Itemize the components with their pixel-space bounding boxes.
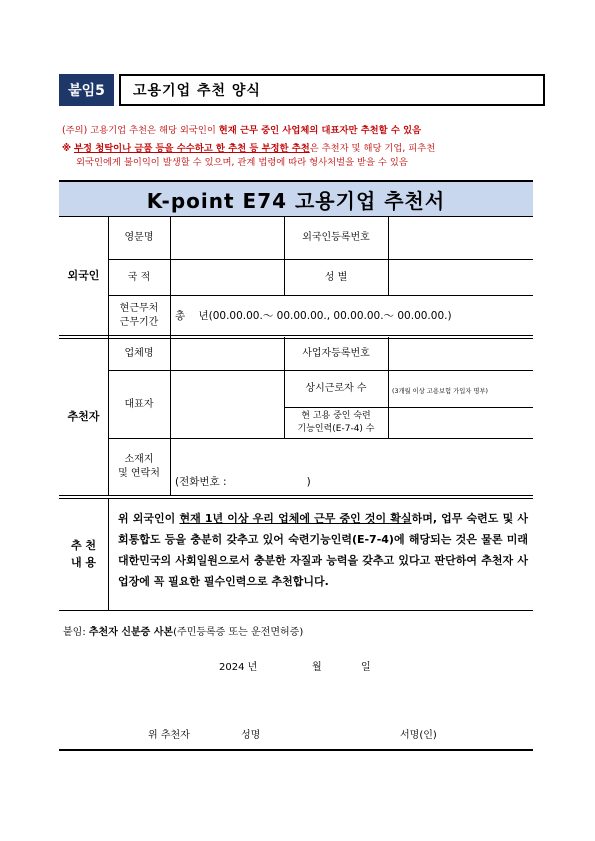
work-period-label: 현근무처 근무기간 bbox=[119, 302, 159, 328]
form-title: K-point E74 고용기업 추천서 bbox=[59, 182, 533, 216]
notice-warning: 부정 청탁이나 금품 등을 수수하고 한 추천 등 부정한 추천 bbox=[74, 143, 310, 154]
skilled-workers-label: 현 고용 중인 숙련 기능인력(E-7-4) 수 bbox=[297, 411, 375, 434]
regular-workers-label: 상시근로자 수 bbox=[305, 383, 367, 394]
recommendation-text-2: 하며, 업무 숙련도 및 사회통합도 등을 충분히 갖추고 있어 숙련기능인력(E-7-4)에 해당되는 것은 물론 미래 대한민국의 사회일원으로서 충분한 자질과 능력을 갖추고 있다고 판단하여 추천자 사업장에 꼭 필요한 필수인력으로 추천합니다. bbox=[118, 512, 528, 588]
attachment-item: 추천자 신분증 사본 bbox=[88, 627, 174, 638]
company-name-field[interactable] bbox=[170, 338, 284, 370]
attachment-header bbox=[59, 74, 533, 106]
recommendation-text-1: 위 외국인이 bbox=[118, 512, 176, 525]
regular-workers-note: (3개월 이상 고용보험 가입자 명부) bbox=[392, 388, 489, 395]
attachment-line bbox=[63, 623, 303, 638]
signature-recommender: 위 추천자 bbox=[148, 730, 190, 741]
notice-line-3: 외국인에게 불이익이 발생할 수 있으며, 관계 법령에 따라 형사처벌을 받을 수 있음 bbox=[76, 157, 408, 168]
recommendation-form bbox=[59, 180, 533, 751]
registration-no-field[interactable] bbox=[388, 217, 533, 259]
date-year: 2024 년 bbox=[219, 662, 258, 673]
notice-emphasis: 현재 근무 중인 사업체의 대표자만 추천할 수 있음 bbox=[218, 125, 422, 136]
notice-text: 고용기업 추천은 해당 외국인이 bbox=[90, 125, 216, 136]
registration-no-label: 외국인등록번호 bbox=[302, 232, 370, 243]
nationality-field[interactable] bbox=[170, 260, 284, 295]
attachment-prefix: 붙임: bbox=[63, 627, 86, 638]
gender-field[interactable] bbox=[388, 260, 533, 295]
nationality-label: 국 적 bbox=[127, 271, 151, 283]
business-no-field[interactable] bbox=[388, 338, 533, 370]
phone-field[interactable]: (전화번호 : ) bbox=[175, 476, 311, 488]
signature-seal-label[interactable]: 서명(인) bbox=[400, 730, 437, 741]
foreigner-section-label: 외국인 bbox=[67, 269, 100, 282]
english-name-label: 영문명 bbox=[124, 232, 154, 243]
notice-line-2 bbox=[62, 142, 435, 156]
recommender-section-label: 추천자 bbox=[67, 409, 100, 423]
address-label: 소재지 및 연락처 bbox=[118, 454, 160, 479]
signature-name-label: 성명 bbox=[241, 730, 261, 741]
date-month: 월 bbox=[312, 662, 322, 673]
representative-label: 대표자 bbox=[124, 398, 154, 410]
recommendation-label: 추 천 내 용 bbox=[70, 539, 97, 569]
form-heading: 고용기업 추천 양식 bbox=[119, 74, 545, 106]
notice-mark: ※ bbox=[62, 143, 72, 154]
attachment-badge: 붙임5 bbox=[59, 74, 114, 106]
company-name-label: 업체명 bbox=[124, 348, 154, 359]
notice-text-2: 은 추천자 및 해당 기업, 피추천 bbox=[309, 143, 436, 154]
date-day: 일 bbox=[361, 662, 371, 673]
notice-line-1 bbox=[62, 124, 421, 138]
attachment-note: (주민등록증 또는 운전면허증) bbox=[173, 627, 304, 638]
work-period-field[interactable]: 총 년(00.00.00.～ 00.00.00., 00.00.00.～ 00.00.00.) bbox=[175, 309, 452, 322]
recommendation-emphasis: 현재 1년 이상 우리 업체에 근무 중인 것이 확실 bbox=[179, 512, 412, 525]
representative-field[interactable] bbox=[170, 371, 284, 438]
skilled-workers-field[interactable] bbox=[388, 408, 533, 438]
english-name-field[interactable] bbox=[170, 217, 284, 259]
business-no-label: 사업자등록번호 bbox=[302, 348, 370, 359]
recommendation-text bbox=[118, 508, 528, 592]
gender-label: 성 별 bbox=[324, 271, 348, 283]
notice-prefix: (주의) bbox=[62, 125, 88, 136]
